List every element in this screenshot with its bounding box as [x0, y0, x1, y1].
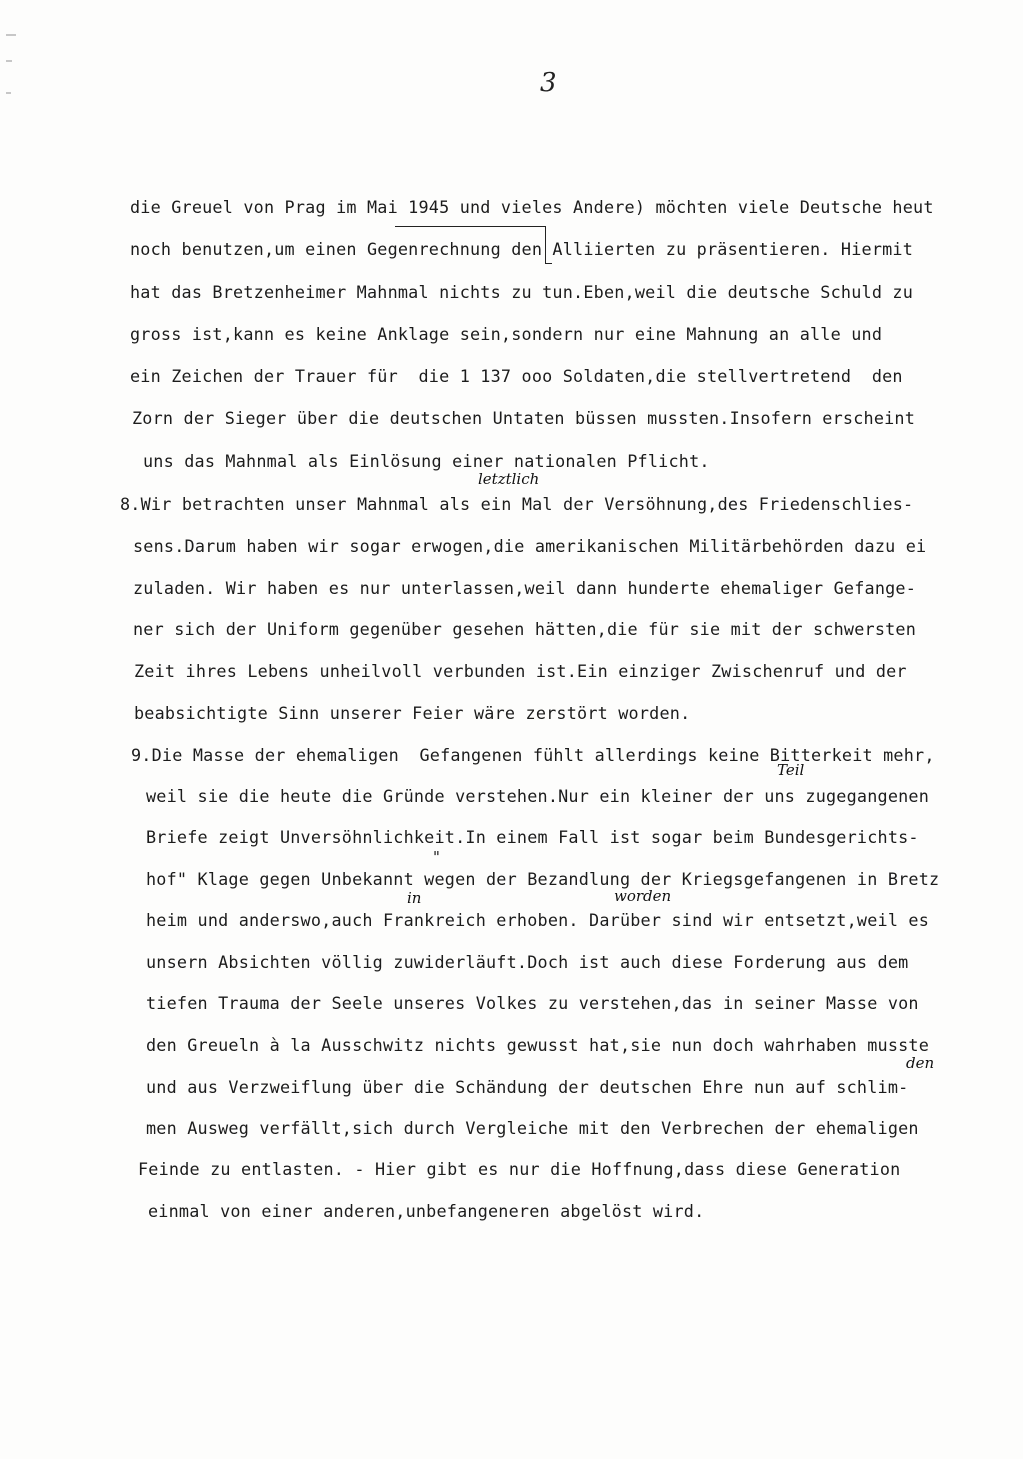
- text-line: gross ist,kann es keine Anklage sein,sondern nur eine Mahnung an alle und: [130, 324, 883, 344]
- text-line: weil sie die heute die Gründe verstehen.Nur ein kleiner der uns zugegangenen: [146, 786, 930, 806]
- text-line: hat das Bretzenheimer Mahnmal nichts zu tun.Eben,weil die deutsche Schuld zu: [130, 282, 914, 302]
- text-line: Zeit ihres Lebens unheilvoll verbunden ist.Ein einziger Zwischenruf und der: [134, 661, 907, 681]
- scan-edge-mark: [6, 92, 11, 94]
- text-line: hof" Klage gegen Unbekannt wegen der Bezandlung der Kriegsgefangenen in Bretz: [146, 869, 940, 889]
- text-line: und aus Verzweiflung über die Schändung der deutschen Ehre nun auf schlim-: [146, 1077, 909, 1097]
- text-line: ner sich der Uniform gegenüber gesehen hätten,die für sie mit der schwersten: [133, 619, 917, 639]
- text-line: men Ausweg verfällt,sich durch Vergleiche mit den Verbrechen der ehemaligen: [146, 1118, 919, 1138]
- page-number: 3: [540, 68, 557, 98]
- handwritten-insertion: Teil: [777, 761, 805, 779]
- text-line: Briefe zeigt Unversöhnlichkeit.In einem Fall ist sogar beim Bundesgerichts-: [146, 827, 919, 847]
- handwritten-insertion: worden: [614, 887, 672, 905]
- handwritten-bracket: [545, 237, 552, 264]
- text-line: heim und anderswo,auch Frankreich erhoben. Darüber sind wir entsetzt,weil es: [146, 910, 930, 930]
- handwritten-insertion: ": [433, 848, 440, 866]
- scan-edge-mark: [6, 34, 16, 36]
- text-line: sens.Darum haben wir sogar erwogen,die amerikanischen Militärbehörden dazu ei: [133, 536, 927, 556]
- text-line: ein Zeichen der Trauer für die 1 137 ooo Soldaten,die stellvertretend den: [130, 366, 903, 386]
- text-line: den Greueln à la Ausschwitz nichts gewusst hat,sie nun doch wahrhaben musste: [146, 1035, 930, 1055]
- text-line: Zorn der Sieger über die deutschen Untaten büssen mussten.Insofern erscheint: [132, 408, 916, 428]
- text-line: die Greuel von Prag im Mai 1945 und vieles Andere) möchten viele Deutsche heut: [130, 197, 934, 217]
- handwritten-insertion: den: [906, 1054, 935, 1072]
- scan-edge-mark: [6, 60, 12, 62]
- text-line: einmal von einer anderen,unbefangeneren abgelöst wird.: [148, 1201, 705, 1221]
- handwritten-insertion: letztlich: [478, 470, 540, 488]
- text-line: Feinde zu entlasten. - Hier gibt es nur die Hoffnung,dass diese Generation: [138, 1159, 901, 1179]
- handwritten-insertion: in: [407, 889, 422, 907]
- text-line: unsern Absichten völlig zuwiderläuft.Doch ist auch diese Forderung aus dem: [146, 952, 909, 972]
- text-line: 8.Wir betrachten unser Mahnmal als ein Mal der Versöhnung,des Friedenschlies-: [120, 494, 914, 514]
- text-line: zuladen. Wir haben es nur unterlassen,weil dann hunderte ehemaliger Gefange-: [133, 578, 917, 598]
- text-line: noch benutzen,um einen Gegenrechnung den Alliierten zu präsentieren. Hiermit: [130, 239, 914, 259]
- text-line: uns das Mahnmal als Einlösung einer nationalen Pflicht.: [143, 451, 710, 471]
- text-line: beabsichtigte Sinn unserer Feier wäre zerstört worden.: [134, 703, 691, 723]
- handwritten-bracket: [395, 226, 546, 263]
- text-line: tiefen Trauma der Seele unseres Volkes zu verstehen,das in seiner Masse von: [146, 993, 919, 1013]
- text-line: 9.Die Masse der ehemaligen Gefangenen fühlt allerdings keine Bitterkeit mehr,: [131, 745, 935, 765]
